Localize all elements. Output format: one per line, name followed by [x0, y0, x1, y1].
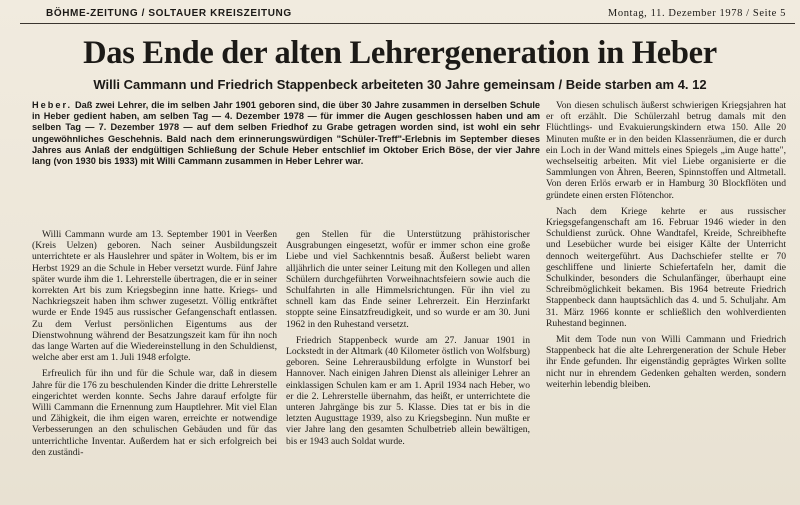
newspaper-name: BÖHME-ZEITUNG / SOLTAUER KREISZEITUNG: [46, 8, 292, 19]
column-3-paragraph: Von diesen schulisch äußerst schwierigen Kriegsjahren hat er oft erzählt. Die Schülerzahl betrug damals mit den Flüchtlings- und Evakuierungskindern etwa 150. Alle 20 Minuten mußte er in den beiden Klassenräumen, die er durch ein Loch in der Wand mittels eines Spiegels „im Auge hatte", wechselseitig arbeiten. Mit viel Liebe organisierte er die Sammlungen von Ähren, Beeren, Spinnstoffen und Altmetall. Von deren Erlös erwarb er in Hamburg 30 Blockflöten und gründete einen ersten Flötenchor.: [546, 100, 786, 201]
column-3-paragraph: Mit dem Tode nun von Willi Cammann und Friedrich Stappenbeck hat die alte Lehrergeneration der Schule Heber ihr Ende gefunden. Ihr eigenständig geprägtes Wirken sollte nicht nur in ehrendem Gedenken gehalten werden, sondern weiterhin lebendig bleiben.: [546, 334, 786, 390]
article-lead: [32, 100, 540, 167]
column-1-paragraph: Willi Cammann wurde am 13. September 1901 in Veerßen (Kreis Uelzen) geboren. Nach seiner Ausbildungszeit unterrichtete er als Hauslehrer und später in Woltem, bis er im Herbst 1929 an die Schule in Heber versetzt wurde. Fünf Jahre später wurde ihm die 1. Lehrerstelle übertragen, die er in seiner korrekten Art bis zum Kriegsbeginn inne hatte. Kriegs- und Nachkriegszeit haben ihm schwer zugesetzt. Völlig entkräftet wurde er Ende 1945 aus russischer Gefangenschaft entlassen. Zu dem Verlust persönlichen Eigentums aus der Dienstwohnung während der Besatzungszeit kam für ihn noch das lange Warten auf die Wiedereinstellung in den Schuldienst, welche aber erst am 1. Juli 1948 erfolgte.: [32, 229, 277, 364]
masthead: [46, 7, 794, 21]
column-3-paragraph: Nach dem Kriege kehrte er aus russischer Kriegsgefangenschaft am 16. Februar 1946 wieder in den Schuldienst zurück. Ohne Wandtafel, Kreide, Schreibhefte und Lesebücher wurde bei eisiger Kälte der Unterricht dennoch weitergeführt. Aus Dachschiefer stellte er 70 geschliffene und linierte Schiefertafeln her, damit die Schulkinder, besonders die Schulanfänger, überhaupt eine Schreibmöglichkeit bekamen. Bis 1964 betreute Friedrich Stappenbeck dann hauptsächlich das 4. und 5. Schuljahr. Am 31. März 1966 konnte er schließlich den wohlverdienten Ruhestand beginnen.: [546, 205, 786, 329]
article-column-1: [32, 229, 277, 458]
column-2-paragraph: Friedrich Stappenbeck wurde am 27. Januar 1901 in Lockstedt in der Altmark (40 Kilometer östlich von Wolfsburg) geboren. Seine Lehrerausbildung erfolgte in Wunstorf bei Hannover. Nach einigen Jahren Dienst als alleiniger Lehrer an einklassigen Schulen kam er am 1. April 1934 nach Heber, wo er die 2. Lehrerstelle übernahm, das heißt, er unterrichtete die unteren Jahrgänge bis zur 5. Klasse. Dies tat er bis in die letzten Augusttage 1939, also zu Kriegsbeginn. Nun mußte er vier Jahre lang den gesamten Schulbetrieb allein bewältigen, bis er 1943 auch Soldat wurde.: [286, 334, 530, 447]
article-column-3: [546, 100, 786, 390]
issue-date-page: Montag, 11. Dezember 1978 / Seite 5: [607, 8, 786, 19]
article-column-2: [286, 229, 530, 447]
column-1-paragraph: Erfreulich für ihn und für die Schule war, daß in diesem Jahre für die 176 zu beschulenden Kinder die dritte Lehrerstelle eingerichtet werden konnte. Sechs Jahre darauf erfolgte für Willi Cammann die Ernennung zum Hauptlehrer. Mit viel Elan und Zähigkeit, die ihm eigen waren, erreichte er notwendige Verbesserungen an den schulischen Gebäuden und für das unterrichtliche Inventar. Außerdem hat er sich erfolgreich bei den zuständi-: [32, 368, 277, 458]
column-2-paragraph: gen Stellen für die Unterstützung prähistorischer Ausgrabungen eingesetzt, wofür er immer schon eine große Liebe und viel Sachkenntnis besaß. Äußerst beliebt waren alljährlich die unter seiner Leitung mit den Kollegen und allen Schülern durchgeführten Vorweihnachtsfeiern sowie auch die Schulfahrten in alle Himmelsrichtungen. Für ihn viel zu schnell kam das Ende seiner Lehrerzeit. Ein Herzinfarkt stoppte seine Einsatzfreudigkeit, und so wurde er am 30. Juni 1962 in den Ruhestand versetzt.: [286, 229, 530, 330]
masthead-rule: [20, 23, 795, 24]
article-headline: Das Ende der alten Lehrergeneration in Heber: [83, 35, 717, 71]
lead-place: Heber.: [32, 100, 73, 110]
lead-text: Daß zwei Lehrer, die im selben Jahr 1901 geboren sind, die über 30 Jahre zusammen in derselben Schule in Heber gedient haben, am selben Tag — 4. Dezember 1978 — für immer die Augen geschlossen haben und am selben Tag — 7. Dezember 1978 — auf dem selben Friedhof zu Grabe getragen worden sind, ist wohl ein sehr ungewöhnliches Geschehnis. Bald nach dem erinnerungswürdigen "Schüler-Treff"-Erlebnis im September dieses Jahres aus Anlaß der endgültigen Schließung der Schule Heber entschlief im Oktober Erich Böse, der vier Jahre lang (von 1930 bis 1933) mit Willi Cammann zusammen in Heber Lehrer war.: [32, 100, 540, 167]
article-subheadline: Willi Cammann und Friedrich Stappenbeck arbeiteten 30 Jahre gemeinsam / Beide starben am 4. 12: [93, 77, 707, 92]
